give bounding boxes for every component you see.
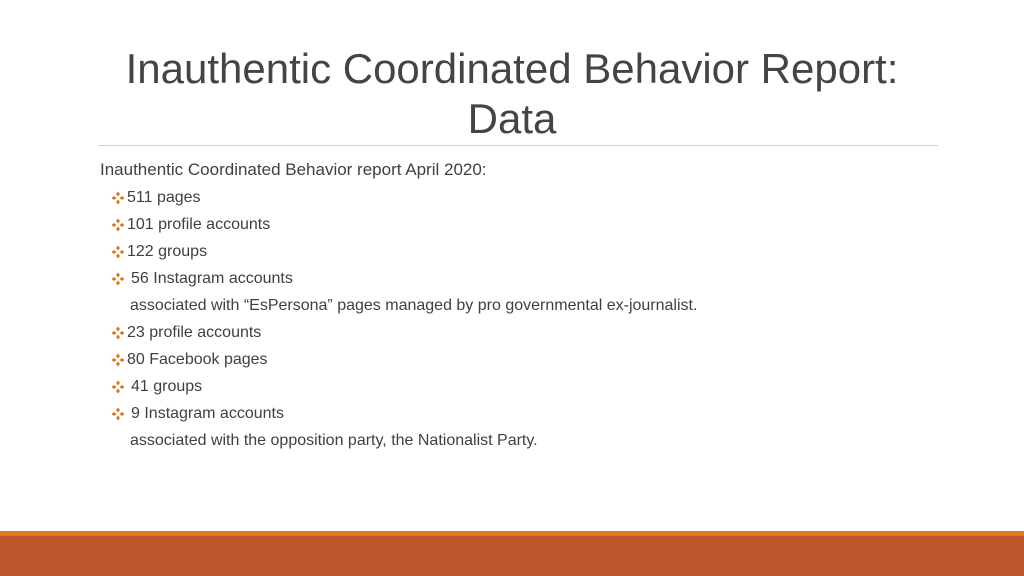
diamond-bullet-icon [110, 406, 126, 422]
list-item [100, 238, 940, 265]
list-item-text: 80 Facebook pages [127, 350, 268, 368]
diamond-bullet-icon [110, 190, 126, 206]
diamond-bullet-icon [110, 352, 126, 368]
list-item-text: 41 groups [131, 377, 203, 395]
diamond-bullet-icon [110, 271, 126, 287]
list-item [100, 211, 940, 238]
title-divider [98, 145, 938, 146]
intro-text: Inauthentic Coordinated Behavior report April 2020: [100, 160, 487, 179]
list-item-text: associated with “EsPersona” pages managed by pro governmental ex-journalist. [130, 296, 698, 314]
list-item [100, 400, 940, 427]
footer-bar [0, 536, 1024, 576]
list-item-note [100, 292, 940, 319]
list-item [100, 184, 940, 211]
list-item-text: 122 groups [127, 242, 208, 260]
diamond-bullet-icon [110, 244, 126, 260]
diamond-bullet-icon [110, 217, 126, 233]
list-item-text: 511 pages [127, 188, 201, 206]
list-item [100, 265, 940, 292]
title-line-1: Inauthentic Coordinated Behavior Report: [125, 45, 899, 92]
list-item-text: 23 profile accounts [127, 323, 262, 341]
list-item-text: 9 Instagram accounts [131, 404, 284, 422]
diamond-bullet-icon [110, 325, 126, 341]
slide-title [60, 44, 964, 144]
list-item-text: 101 profile accounts [127, 215, 271, 233]
list-item [100, 373, 940, 400]
list-item-note [100, 427, 940, 454]
title-line-2: Data [467, 95, 557, 142]
list-item [100, 346, 940, 373]
list-item-text: 56 Instagram accounts [131, 269, 293, 287]
list-item [100, 319, 940, 346]
list-item-text: associated with the opposition party, the Nationalist Party. [130, 431, 538, 449]
diamond-bullet-icon [110, 379, 126, 395]
slide-body [100, 157, 940, 454]
bullet-list [100, 184, 940, 454]
